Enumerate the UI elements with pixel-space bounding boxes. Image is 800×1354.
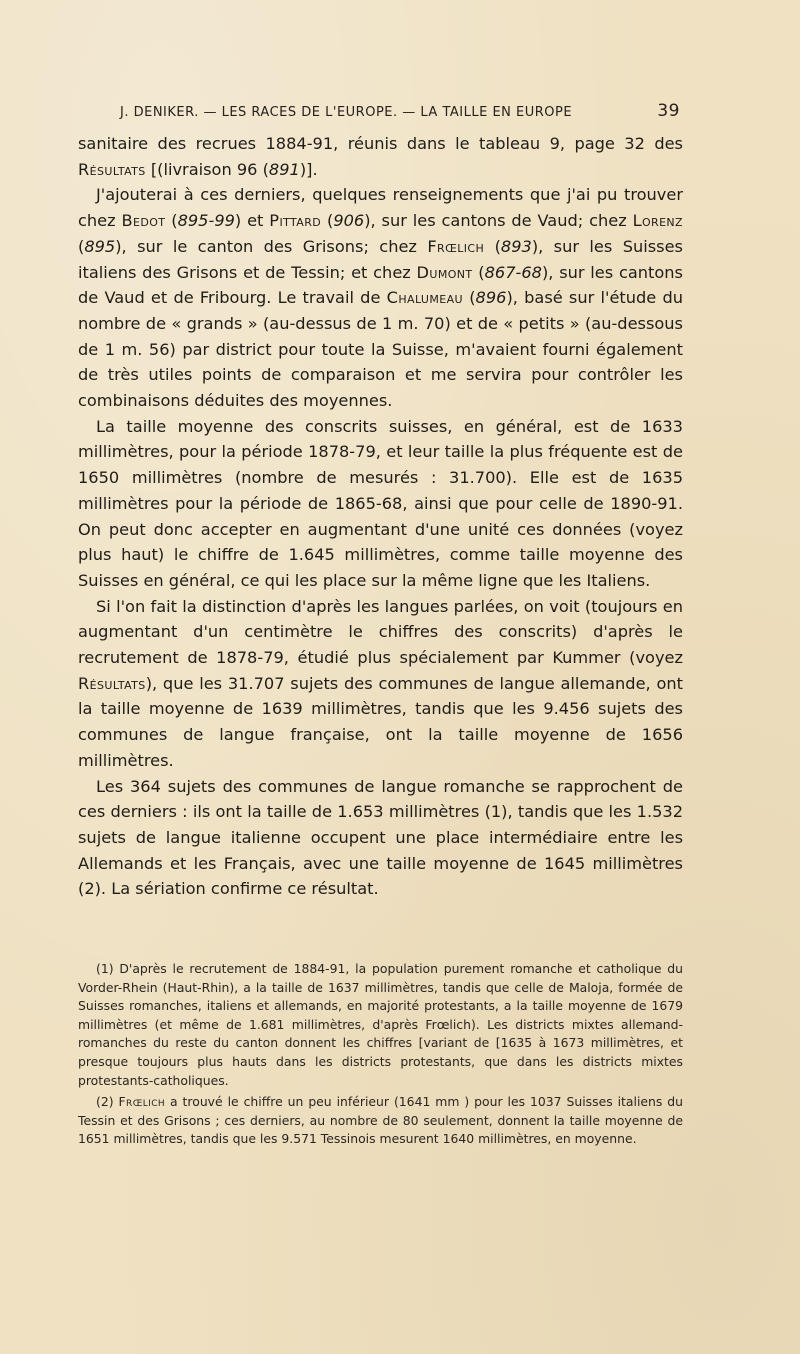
- text-run: Si l'on fait la distinction d'après les langues parlées, on voit (toujours en augmentant d'un centimètre le chiffres des conscrits) d'après le recrutement de 1878-79, étudié plus spécialement par Kummer (voyez: [78, 596, 683, 668]
- body-text: [78, 131, 683, 902]
- text-run: ), basé sur l'étude du nombre de « grands » (au-dessus de 1 m. 70) et de « petits » (au-dessous de 1 m. 56) par district pour toute la Suisse, m'avaient fourni également de très utiles points de comparaison et me servira pour contrôler les combinaisons déduites des moyennes.: [78, 288, 683, 411]
- text-run: a trouvé le chiffre un peu inférieur (1641 mm ) pour les 1037 Suisses italiens du Tessin et des Grisons ; ces derniers, au nombre de 80 seulement, donnent la taille moyenne de 1651 millimètres, tandis que les 9.571 Tessinois mesurent 1640 millimètres, en moyenne.: [78, 1094, 683, 1147]
- reference-number: 896: [475, 288, 507, 308]
- text-run: sanitaire des recrues 1884-91, réunis dans le tableau 9, page 32 des: [78, 134, 683, 153]
- text-run: ), sur les cantons de Vaud et de Fribourg. Le travail de: [78, 262, 683, 308]
- paragraph-1: [78, 131, 683, 182]
- paragraph-3: La taille moyenne des conscrits suisses, en général, est de 1633 millimètres, pour la période 1878-79, et leur taille la plus fréquente est de 1650 millimètres (nombre de mesurés : 31.700). Elle est de 1635 millimètres pour la période de 1865-68, ainsi que pour celle de 1890-91. On peut donc accepter en augmentant d'une unité ces données (voyez plus haut) le chiffre de 1.645 millimètres, comme taille moyenne des Suisses en général, ce qui les place sur la même ligne que les Italiens.: [78, 416, 683, 590]
- author-name: Pittard: [269, 211, 322, 231]
- text-run: ), sur le canton des Grisons; chez: [115, 236, 428, 256]
- running-title: J. DENIKER. — LES RACES DE L'EUROPE. — LA TAILLE EN EUROPE: [120, 105, 573, 120]
- text-run: )].: [299, 159, 318, 179]
- reference-resultats: Résultats: [78, 673, 146, 693]
- reference-resultats: Résultats: [78, 159, 146, 179]
- author-name: Chalumeau: [386, 288, 463, 308]
- text-run: (: [321, 211, 334, 231]
- footnotes: [78, 960, 683, 1152]
- text-run: (: [463, 288, 476, 308]
- reference-number: 867-68: [484, 262, 542, 282]
- author-name: Bedot: [121, 211, 166, 231]
- text-run: ) et: [234, 211, 270, 231]
- page-header: [120, 102, 680, 124]
- paragraph-4: [78, 594, 683, 774]
- text-run: (: [484, 236, 501, 256]
- paragraph-2: [78, 182, 683, 413]
- text-run: ), sur les cantons de Vaud; chez: [364, 211, 633, 231]
- text-run: (: [472, 262, 485, 282]
- reference-number: 893: [500, 236, 532, 256]
- reference-number: 895: [84, 236, 116, 256]
- footnote-1: (1) D'après le recrutement de 1884-91, la population purement romanche et catholique du Vorder-Rhein (Haut-Rhin), a la taille de 1637 millimètres, tandis que celle de Maloja, formée de Suisses romanches, italiens et allemands, en majorité protestants, a la taille moyenne de 1679 millimètres (et même de 1.681 millimètres, d'après Frœlich). Les districts mixtes allemand-romanches du reste du canton donnent les chiffres [variant de [1635 à 1673 millimètres, et presque toujours plus hauts dans les districts protestants, que dans les districts mixtes protestants-catholiques.: [78, 961, 683, 1088]
- text-run: [(livraison 96 (: [145, 159, 269, 179]
- page-number: 39: [657, 101, 680, 121]
- author-name: Dumont: [416, 262, 473, 282]
- text-run: ), sur les Suisses italiens des Grisons et de Tessin; et chez: [78, 236, 683, 282]
- reference-number: 895-99: [177, 211, 235, 231]
- author-name: Frœlich: [118, 1094, 166, 1110]
- text-run: ), que les 31.707 sujets des communes de langue allemande, ont la taille moyenne de 1639 millimètres, tandis que les 9.456 sujets des communes de langue française, ont la taille moyenne de 1656 millimètres.: [78, 673, 683, 770]
- paragraph-5: Les 364 sujets des communes de langue romanche se rapprochent de ces derniers : ils ont la taille de 1.653 millimètres (1), tandis que les 1.532 sujets de langue italienne occupent une place intermédiaire entre les Allemands et les Français, avec une taille moyenne de 1645 millimètres (2). La sériation confirme ce résultat.: [78, 776, 683, 899]
- text-run: (2): [96, 1094, 119, 1110]
- author-name: Lorenz: [632, 211, 683, 231]
- text-run: (: [78, 236, 85, 256]
- text-run: (: [165, 211, 178, 231]
- text-run: J'ajouterai à ces derniers, quelques renseignements que j'ai pu trouver chez: [78, 185, 683, 231]
- reference-number: 906: [333, 211, 365, 231]
- reference-number: 891: [268, 159, 300, 179]
- footnote-2: [78, 1093, 683, 1149]
- author-name: Frœlich: [427, 236, 485, 256]
